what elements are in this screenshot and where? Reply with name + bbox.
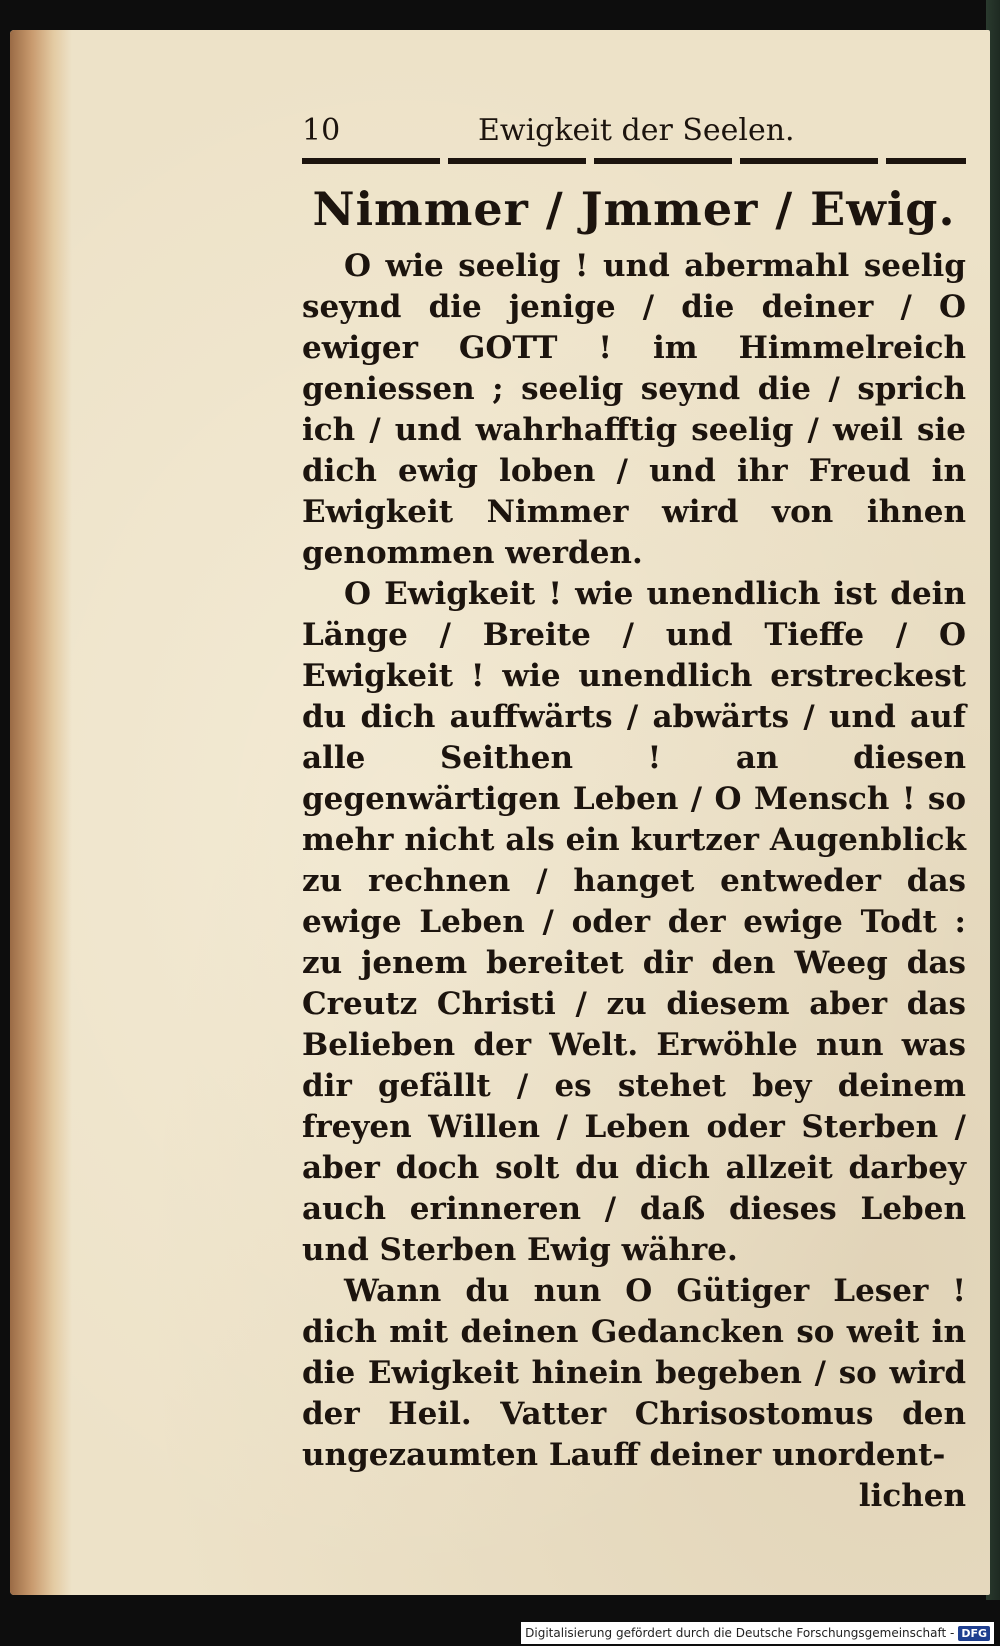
page-number: 10 (302, 113, 341, 148)
paragraph-1: O wie seelig ! und abermahl seelig seynd die jenige / die deiner / O ewiger GOTT ! im Himmelreich geniessen ; seelig seynd die / sprich ich / und wahrhafftig seelig / weil sie dich ewig loben / und ihr Freud in Ewigkeit Nimmer wird von ihnen genommen werden. (302, 248, 966, 571)
page-gutter-shadow (10, 30, 72, 1595)
catchword: lichen (858, 1478, 966, 1514)
paragraph-3: Wann du nun O Gütiger Leser ! dich mit deinen Gedancken so weit in die Ewigkeit hinein begeben / so wird der Heil. Vatter Chrisostomus den ungezaumten Lauff deiner unordent- (302, 1273, 966, 1473)
section-heading: Nimmer / Jmmer / Ewig. (312, 182, 956, 236)
running-head (302, 108, 966, 154)
footer-credit: Digitalisierung gefördert durch die Deutsche Forschungsgemeinschaft - (525, 1626, 955, 1640)
paragraph-2: O Ewigkeit ! wie unendlich ist dein Länge / Breite / und Tieffe / O Ewigkeit ! wie unendlich erstreckest du dich auffwärts / abwärts / und auf alle Seithen ! an diesen gegenwärtigen Leben / O Mensch ! so mehr nicht als ein kurtzer Augenblick zu rechnen / hanget entweder das ewige Leben / oder der ewige Todt : zu jenem bereitet dir den Weeg das Creutz Christi / zu diesem aber das Belieben der Welt. Erwöhle nun was dir gefällt / es stehet bey deinem freyen Willen / Leben oder Sterben / aber doch solt du dich allzeit darbey auch erinneren / daß dieses Leben und Sterben Ewig währe. (302, 576, 966, 1268)
page-content (302, 108, 966, 1517)
dfg-logo: DFG (958, 1626, 990, 1641)
running-title: Ewigkeit der Seelen. (478, 113, 795, 148)
header-rule (302, 158, 966, 164)
digitization-footer (521, 1622, 994, 1644)
